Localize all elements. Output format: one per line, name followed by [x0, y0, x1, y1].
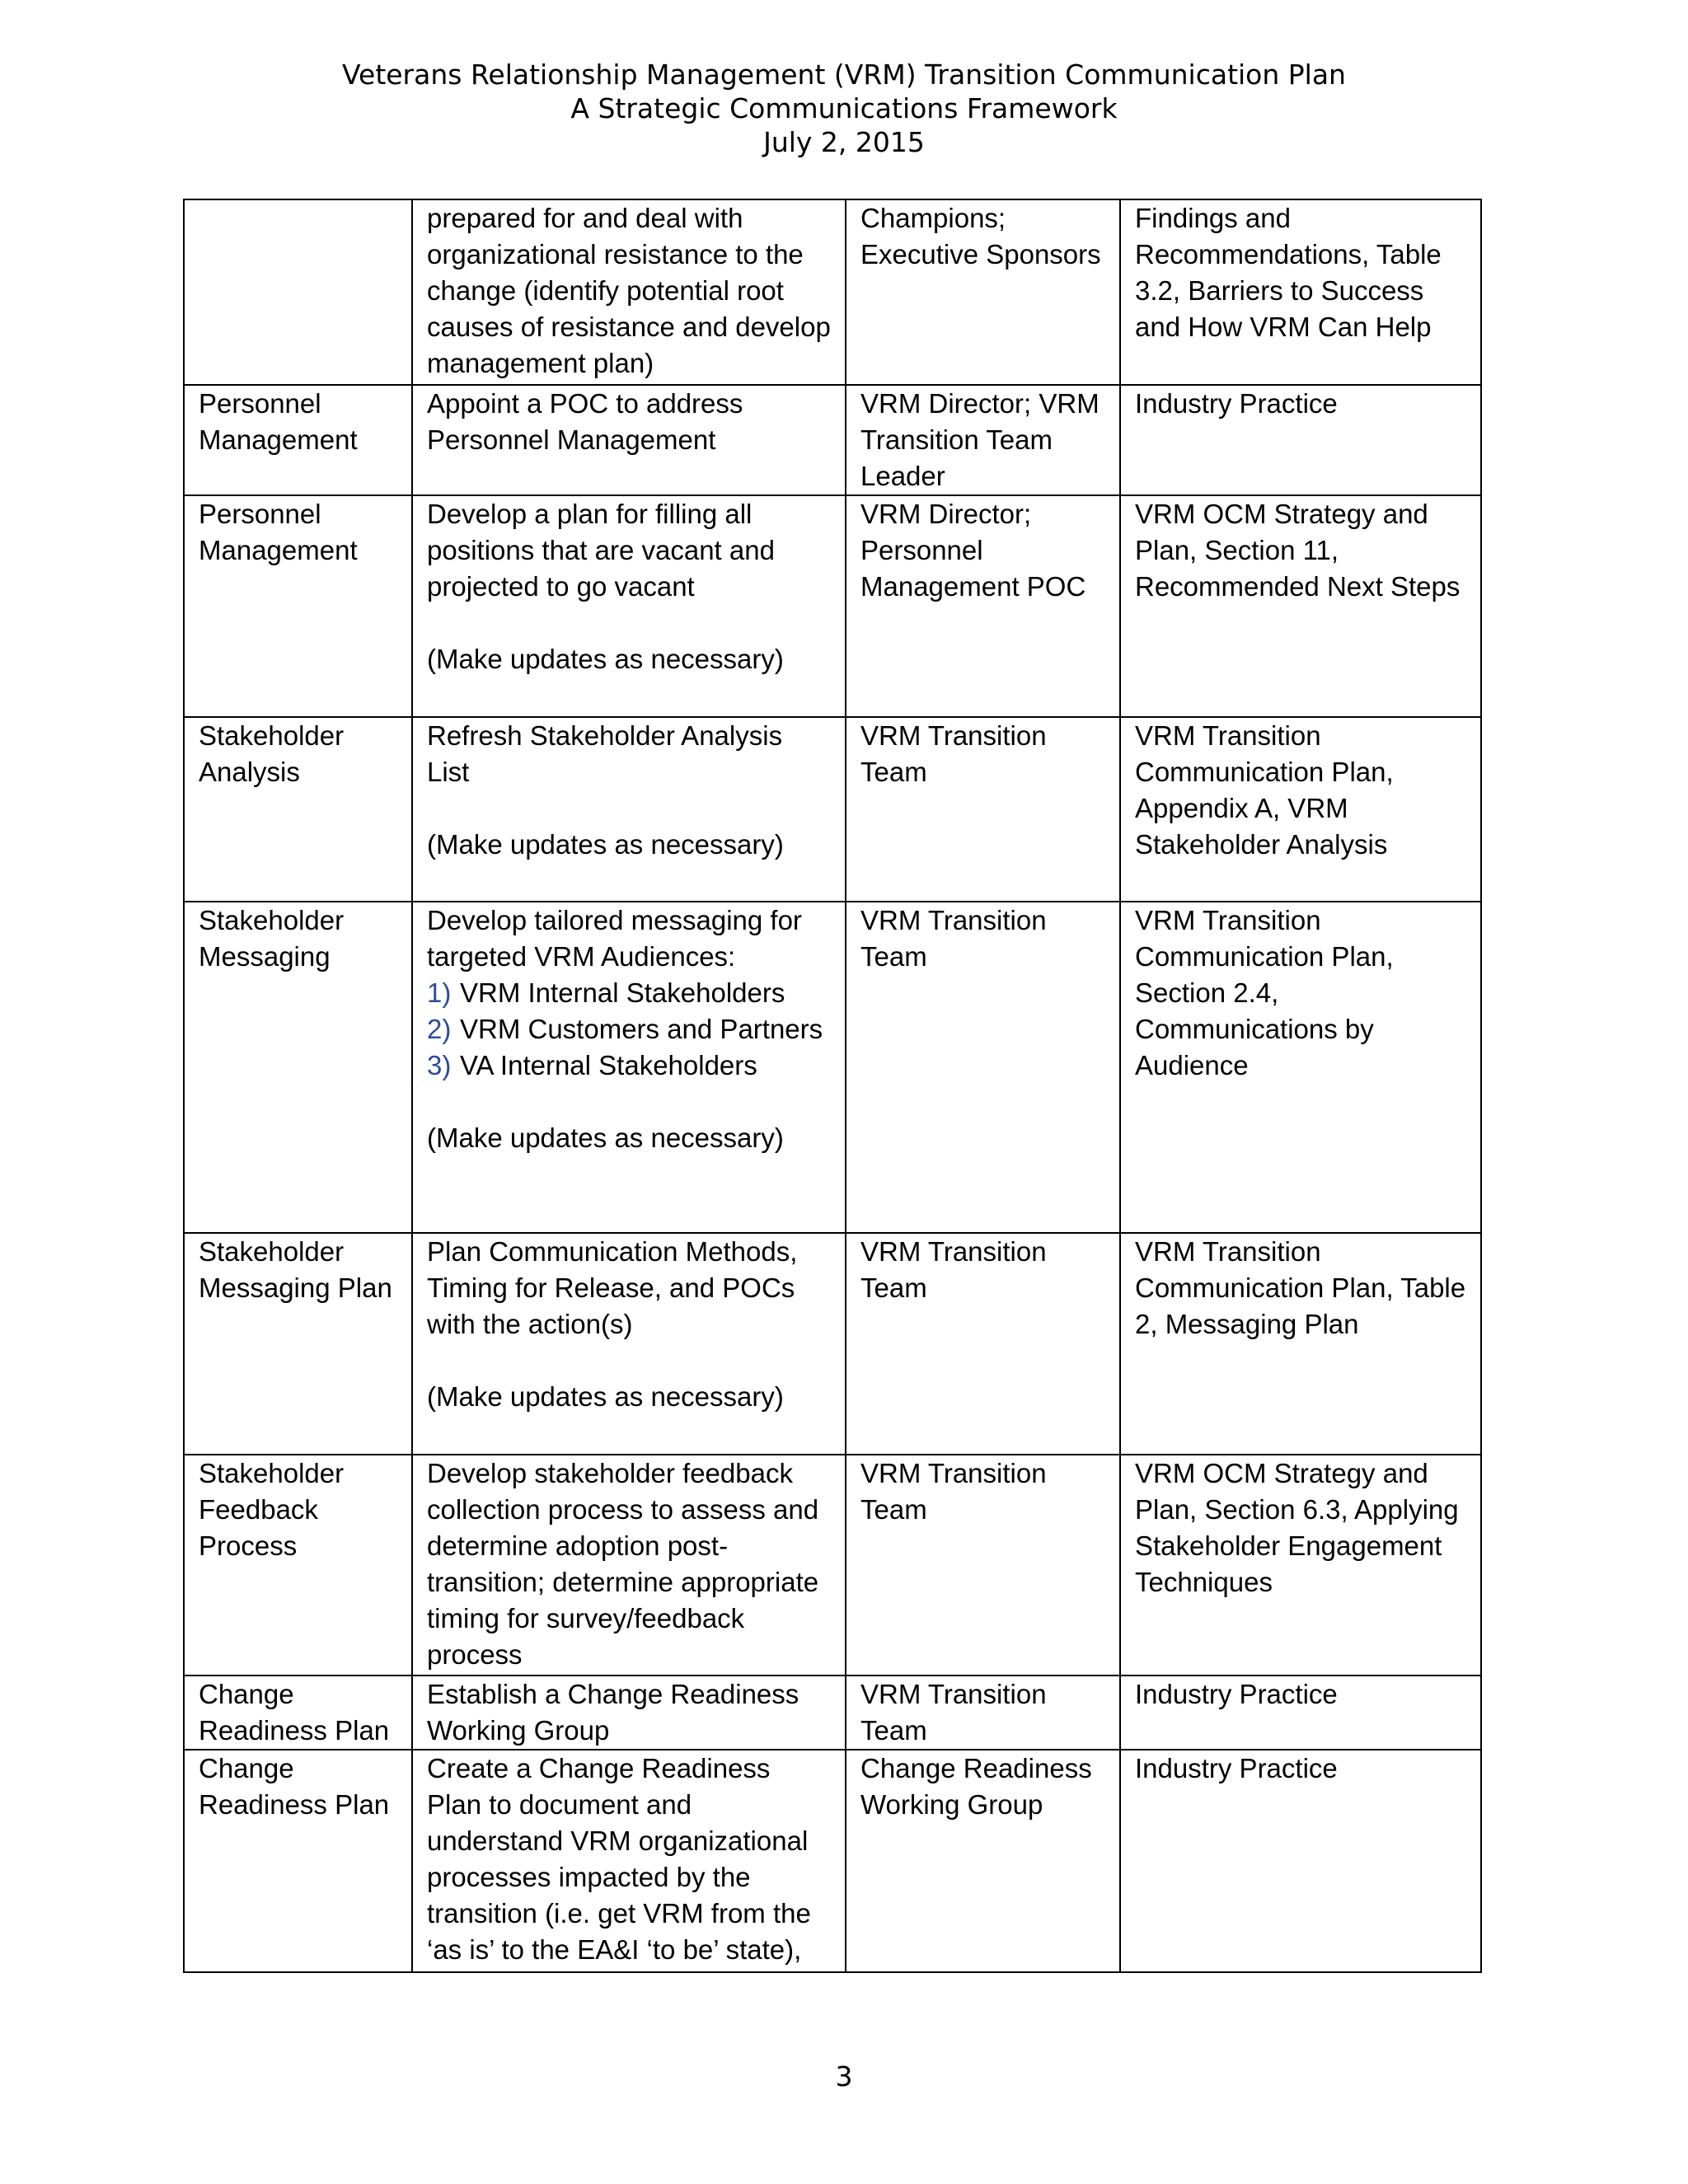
action-note: (Make updates as necessary)	[427, 644, 784, 674]
action-cell: Develop stakeholder feedback collection process to assess and determine adoption post-transition; determine appropriate timing for survey/feedback process	[412, 1455, 846, 1675]
source-cell: Industry Practice	[1120, 1750, 1481, 1972]
communication-plan-table	[183, 199, 1482, 1973]
list-item	[427, 975, 832, 1011]
table-row	[184, 1233, 1481, 1455]
source-cell: Findings and Recommendations, Table 3.2, Barriers to Success and How VRM Can Help	[1120, 199, 1481, 385]
owner-cell: VRM Director; Personnel Management POC	[846, 495, 1120, 717]
list-number: 1)	[427, 977, 452, 1008]
table-row	[184, 902, 1481, 1233]
owner-cell: VRM Transition Team	[846, 717, 1120, 902]
area-cell: Stakeholder Feedback Process	[184, 1455, 412, 1675]
list-number: 2)	[427, 1014, 452, 1044]
owner-cell: Champions; Executive Sponsors	[846, 199, 1120, 385]
action-cell: prepared for and deal with organizational resistance to the change (identify potential root causes of resistance and develop management plan)	[412, 199, 846, 385]
table-row	[184, 495, 1481, 717]
action-note: (Make updates as necessary)	[427, 829, 784, 860]
list-text: VA Internal Stakeholders	[460, 1050, 757, 1080]
action-note: (Make updates as necessary)	[427, 1122, 784, 1153]
source-cell: VRM Transition Communication Plan, Appendix A, VRM Stakeholder Analysis	[1120, 717, 1481, 902]
area-cell: Personnel Management	[184, 495, 412, 717]
owner-cell: VRM Director; VRM Transition Team Leader	[846, 385, 1120, 495]
source-cell: VRM OCM Strategy and Plan, Section 6.3, Applying Stakeholder Engagement Techniques	[1120, 1455, 1481, 1675]
owner-cell: VRM Transition Team	[846, 902, 1120, 1233]
action-text: Develop tailored messaging for targeted VRM Audiences:	[427, 905, 802, 972]
table-row	[184, 199, 1481, 385]
action-cell	[412, 1233, 846, 1455]
list-number: 3)	[427, 1050, 452, 1080]
area-cell: Stakeholder Analysis	[184, 717, 412, 902]
source-cell: VRM OCM Strategy and Plan, Section 11, Recommended Next Steps	[1120, 495, 1481, 717]
owner-cell: VRM Transition Team	[846, 1455, 1120, 1675]
source-cell: VRM Transition Communication Plan, Table 2, Messaging Plan	[1120, 1233, 1481, 1455]
table-row	[184, 385, 1481, 495]
action-cell	[412, 495, 846, 717]
action-cell: Appoint a POC to address Personnel Management	[412, 385, 846, 495]
action-cell	[412, 717, 846, 902]
source-cell: Industry Practice	[1120, 385, 1481, 495]
action-text: Refresh Stakeholder Analysis List	[427, 720, 783, 787]
document-date: July 2, 2015	[763, 126, 925, 158]
action-text: Plan Communication Methods, Timing for Release, and POCs with the action(s)	[427, 1236, 798, 1339]
action-text: Develop a plan for filling all positions that are vacant and projected to go vacant	[427, 499, 775, 602]
list-item	[427, 1011, 832, 1047]
area-cell: Change Readiness Plan	[184, 1675, 412, 1750]
list-text: VRM Internal Stakeholders	[460, 977, 785, 1008]
action-cell	[412, 902, 846, 1233]
table-row	[184, 1455, 1481, 1675]
area-cell: Stakeholder Messaging	[184, 902, 412, 1233]
action-cell: Create a Change Readiness Plan to document and understand VRM organizational processes impacted by the transition (i.e. get VRM from the ‘as is’ to the EA&I ‘to be’ state),	[412, 1750, 846, 1972]
owner-cell: Change Readiness Working Group	[846, 1750, 1120, 1972]
page-number: 3	[835, 2060, 853, 2093]
list-item	[427, 1047, 832, 1084]
source-cell: Industry Practice	[1120, 1675, 1481, 1750]
document-header	[0, 58, 1688, 159]
area-cell: Personnel Management	[184, 385, 412, 495]
area-cell: Change Readiness Plan	[184, 1750, 412, 1972]
area-cell	[184, 199, 412, 385]
table-row	[184, 1750, 1481, 1972]
area-cell: Stakeholder Messaging Plan	[184, 1233, 412, 1455]
audience-list	[427, 975, 832, 1084]
document-subtitle: A Strategic Communications Framework	[570, 92, 1118, 124]
owner-cell: VRM Transition Team	[846, 1675, 1120, 1750]
document-title: Veterans Relationship Management (VRM) Transition Communication Plan	[342, 59, 1346, 91]
action-cell: Establish a Change Readiness Working Group	[412, 1675, 846, 1750]
action-note: (Make updates as necessary)	[427, 1381, 784, 1412]
list-text: VRM Customers and Partners	[460, 1014, 823, 1044]
source-cell: VRM Transition Communication Plan, Section 2.4, Communications by Audience	[1120, 902, 1481, 1233]
table-row	[184, 717, 1481, 902]
owner-cell: VRM Transition Team	[846, 1233, 1120, 1455]
table-row	[184, 1675, 1481, 1750]
